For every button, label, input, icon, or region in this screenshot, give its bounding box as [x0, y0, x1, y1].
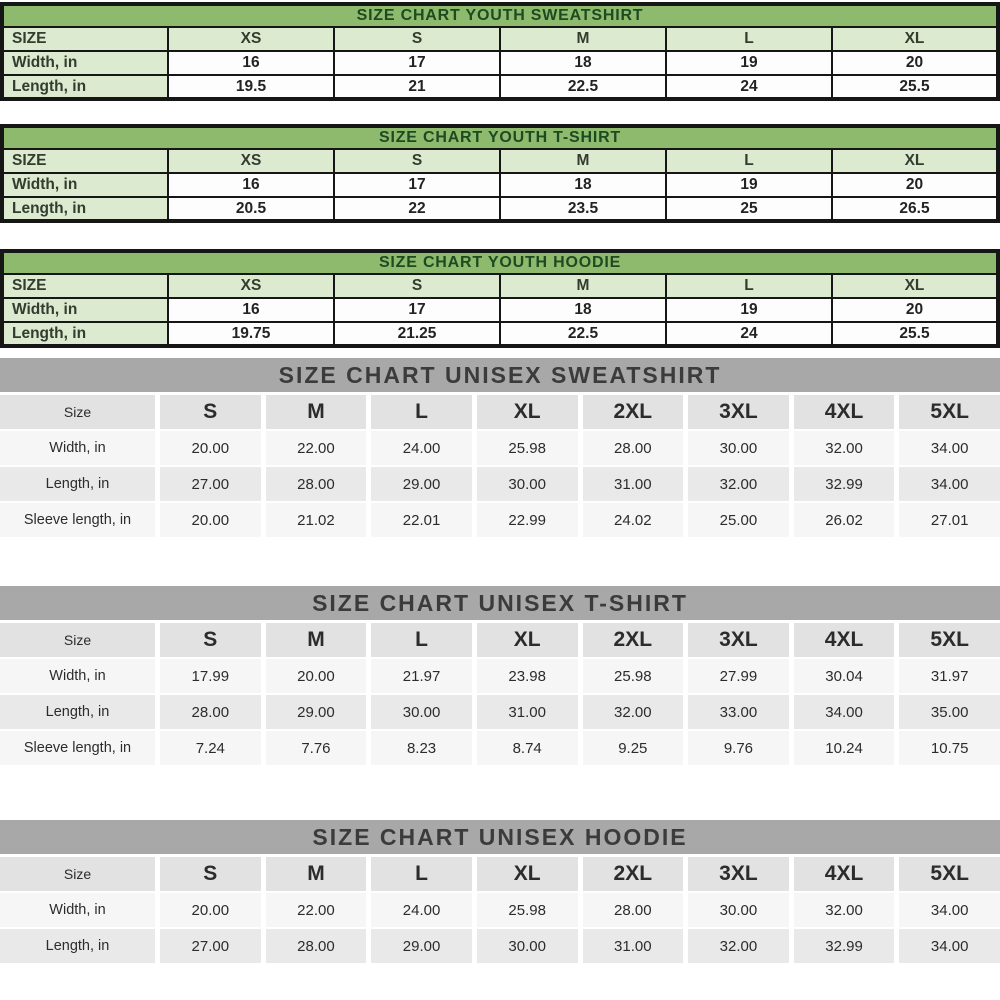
- size-table-youth-hoodie: [0, 249, 1000, 348]
- row-label: Width, in: [2, 51, 168, 75]
- corner-header: SIZE: [2, 274, 168, 298]
- size-table-youth-sweatshirt: [0, 2, 1000, 101]
- size-chart-table: [0, 2, 1000, 101]
- cell-value: 29.00: [371, 929, 472, 963]
- row-label: Sleeve length, in: [0, 731, 155, 765]
- size-chart-grid: [0, 392, 1000, 537]
- cell-value: 27.99: [688, 659, 789, 693]
- cell-value: 35.00: [899, 695, 1000, 729]
- cell-value: 24: [666, 75, 832, 99]
- cell-value: 32.99: [794, 929, 895, 963]
- col-header: M: [500, 149, 666, 173]
- row-label: Width, in: [2, 173, 168, 197]
- cell-value: 20.5: [168, 197, 334, 221]
- col-header: 2XL: [583, 857, 684, 891]
- col-header: L: [666, 149, 832, 173]
- cell-value: 25.00: [688, 503, 789, 537]
- cell-value: 20: [832, 298, 998, 322]
- col-header: S: [334, 274, 500, 298]
- cell-value: 8.74: [477, 731, 578, 765]
- table-title-row: [2, 251, 998, 274]
- cell-value: 30.00: [688, 893, 789, 927]
- col-header: XL: [832, 149, 998, 173]
- table-title-row: [2, 4, 998, 27]
- corner-header: Size: [0, 857, 155, 891]
- col-header: M: [266, 395, 367, 429]
- table-title-row: [2, 126, 998, 149]
- cell-value: 28.00: [583, 431, 684, 465]
- size-table-unisex-hoodie: [0, 820, 1000, 966]
- cell-value: 22.00: [266, 893, 367, 927]
- cell-value: 30.00: [477, 929, 578, 963]
- size-chart-table: [0, 124, 1000, 223]
- cell-value: 27.00: [160, 467, 261, 501]
- col-header: XL: [832, 274, 998, 298]
- cell-value: 28.00: [583, 893, 684, 927]
- cell-value: 21.97: [371, 659, 472, 693]
- cell-value: 10.75: [899, 731, 1000, 765]
- corner-header: SIZE: [2, 27, 168, 51]
- cell-value: 28.00: [160, 695, 261, 729]
- col-header: M: [266, 623, 367, 657]
- col-header: S: [160, 857, 261, 891]
- col-header: 5XL: [899, 857, 1000, 891]
- size-table-unisex-sweatshirt: [0, 358, 1000, 537]
- cell-value: 25.5: [832, 75, 998, 99]
- cell-value: 7.76: [266, 731, 367, 765]
- size-table-unisex-tshirt: [0, 586, 1000, 765]
- cell-value: 19: [666, 298, 832, 322]
- col-header: S: [160, 395, 261, 429]
- table-title: SIZE CHART YOUTH HOODIE: [2, 251, 998, 274]
- cell-value: 31.00: [583, 929, 684, 963]
- cell-value: 26.5: [832, 197, 998, 221]
- row-label: Length, in: [0, 929, 155, 963]
- col-header: M: [500, 274, 666, 298]
- size-table-youth-tshirt: [0, 124, 1000, 223]
- col-header: L: [371, 395, 472, 429]
- col-header: XL: [477, 395, 578, 429]
- cell-value: 19: [666, 51, 832, 75]
- cell-value: 34.00: [899, 467, 1000, 501]
- col-header: 5XL: [899, 395, 1000, 429]
- cell-value: 32.99: [794, 467, 895, 501]
- table-title: SIZE CHART YOUTH T-SHIRT: [2, 126, 998, 149]
- cell-value: 16: [168, 298, 334, 322]
- cell-value: 32.00: [583, 695, 684, 729]
- cell-value: 20.00: [160, 893, 261, 927]
- col-header: L: [371, 857, 472, 891]
- cell-value: 21.25: [334, 322, 500, 346]
- col-header: XL: [832, 27, 998, 51]
- col-header: 3XL: [688, 395, 789, 429]
- col-header: 3XL: [688, 623, 789, 657]
- row-label: Sleeve length, in: [0, 503, 155, 537]
- cell-value: 34.00: [794, 695, 895, 729]
- row-label: Length, in: [2, 197, 168, 221]
- row-label: Length, in: [0, 467, 155, 501]
- cell-value: 18: [500, 173, 666, 197]
- cell-value: 7.24: [160, 731, 261, 765]
- corner-header: SIZE: [2, 149, 168, 173]
- cell-value: 18: [500, 298, 666, 322]
- cell-value: 17.99: [160, 659, 261, 693]
- row-label: Length, in: [2, 75, 168, 99]
- size-chart-table: [0, 249, 1000, 348]
- cell-value: 17: [334, 173, 500, 197]
- col-header: L: [666, 27, 832, 51]
- cell-value: 28.00: [266, 467, 367, 501]
- col-header: 4XL: [794, 857, 895, 891]
- cell-value: 25.98: [477, 893, 578, 927]
- size-chart-grid: [0, 620, 1000, 765]
- cell-value: 20.00: [160, 431, 261, 465]
- col-header: 4XL: [794, 395, 895, 429]
- corner-header: Size: [0, 623, 155, 657]
- cell-value: 24: [666, 322, 832, 346]
- cell-value: 29.00: [371, 467, 472, 501]
- col-header: 2XL: [583, 623, 684, 657]
- col-header: XL: [477, 857, 578, 891]
- cell-value: 23.5: [500, 197, 666, 221]
- table-row: [2, 173, 998, 197]
- cell-value: 22.99: [477, 503, 578, 537]
- table-title: SIZE CHART UNISEX SWEATSHIRT: [0, 358, 1000, 392]
- row-label: Width, in: [0, 431, 155, 465]
- cell-value: 25.98: [583, 659, 684, 693]
- cell-value: 17: [334, 51, 500, 75]
- cell-value: 24.02: [583, 503, 684, 537]
- cell-value: 30.00: [688, 431, 789, 465]
- size-chart-grid: [0, 854, 1000, 963]
- col-header: M: [266, 857, 367, 891]
- cell-value: 9.25: [583, 731, 684, 765]
- cell-value: 20.00: [266, 659, 367, 693]
- table-title: SIZE CHART UNISEX HOODIE: [0, 820, 1000, 854]
- table-row: [2, 51, 998, 75]
- cell-value: 18: [500, 51, 666, 75]
- cell-value: 31.00: [477, 695, 578, 729]
- row-label: Width, in: [0, 659, 155, 693]
- corner-header: Size: [0, 395, 155, 429]
- cell-value: 26.02: [794, 503, 895, 537]
- cell-value: 16: [168, 173, 334, 197]
- cell-value: 29.00: [266, 695, 367, 729]
- cell-value: 22.01: [371, 503, 472, 537]
- table-row: [2, 197, 998, 221]
- cell-value: 33.00: [688, 695, 789, 729]
- table-row: [2, 75, 998, 99]
- cell-value: 32.00: [688, 929, 789, 963]
- cell-value: 30.04: [794, 659, 895, 693]
- row-label: Width, in: [0, 893, 155, 927]
- cell-value: 24.00: [371, 893, 472, 927]
- row-label: Length, in: [0, 695, 155, 729]
- cell-value: 23.98: [477, 659, 578, 693]
- cell-value: 34.00: [899, 893, 1000, 927]
- cell-value: 20: [832, 51, 998, 75]
- cell-value: 32.00: [794, 893, 895, 927]
- cell-value: 20.00: [160, 503, 261, 537]
- cell-value: 32.00: [688, 467, 789, 501]
- cell-value: 9.76: [688, 731, 789, 765]
- cell-value: 25: [666, 197, 832, 221]
- col-header: L: [371, 623, 472, 657]
- col-header: XS: [168, 274, 334, 298]
- table-title: SIZE CHART YOUTH SWEATSHIRT: [2, 4, 998, 27]
- cell-value: 27.01: [899, 503, 1000, 537]
- cell-value: 31.00: [583, 467, 684, 501]
- cell-value: 19: [666, 173, 832, 197]
- col-header: S: [160, 623, 261, 657]
- col-header: S: [334, 149, 500, 173]
- col-header: 4XL: [794, 623, 895, 657]
- cell-value: 21: [334, 75, 500, 99]
- cell-value: 10.24: [794, 731, 895, 765]
- cell-value: 28.00: [266, 929, 367, 963]
- cell-value: 34.00: [899, 929, 1000, 963]
- table-title: SIZE CHART UNISEX T-SHIRT: [0, 586, 1000, 620]
- col-header: 3XL: [688, 857, 789, 891]
- col-header: S: [334, 27, 500, 51]
- table-header-row: [2, 274, 998, 298]
- cell-value: 25.5: [832, 322, 998, 346]
- cell-value: 16: [168, 51, 334, 75]
- col-header: XL: [477, 623, 578, 657]
- cell-value: 19.5: [168, 75, 334, 99]
- col-header: L: [666, 274, 832, 298]
- cell-value: 22.00: [266, 431, 367, 465]
- table-row: [2, 322, 998, 346]
- table-row: [2, 298, 998, 322]
- col-header: 5XL: [899, 623, 1000, 657]
- col-header: 2XL: [583, 395, 684, 429]
- cell-value: 22.5: [500, 322, 666, 346]
- table-header-row: [2, 27, 998, 51]
- cell-value: 22.5: [500, 75, 666, 99]
- col-header: XS: [168, 27, 334, 51]
- cell-value: 19.75: [168, 322, 334, 346]
- cell-value: 17: [334, 298, 500, 322]
- cell-value: 25.98: [477, 431, 578, 465]
- cell-value: 27.00: [160, 929, 261, 963]
- cell-value: 20: [832, 173, 998, 197]
- cell-value: 22: [334, 197, 500, 221]
- row-label: Length, in: [2, 322, 168, 346]
- table-header-row: [2, 149, 998, 173]
- col-header: M: [500, 27, 666, 51]
- row-label: Width, in: [2, 298, 168, 322]
- cell-value: 24.00: [371, 431, 472, 465]
- cell-value: 8.23: [371, 731, 472, 765]
- cell-value: 32.00: [794, 431, 895, 465]
- cell-value: 30.00: [371, 695, 472, 729]
- cell-value: 30.00: [477, 467, 578, 501]
- cell-value: 31.97: [899, 659, 1000, 693]
- cell-value: 21.02: [266, 503, 367, 537]
- col-header: XS: [168, 149, 334, 173]
- cell-value: 34.00: [899, 431, 1000, 465]
